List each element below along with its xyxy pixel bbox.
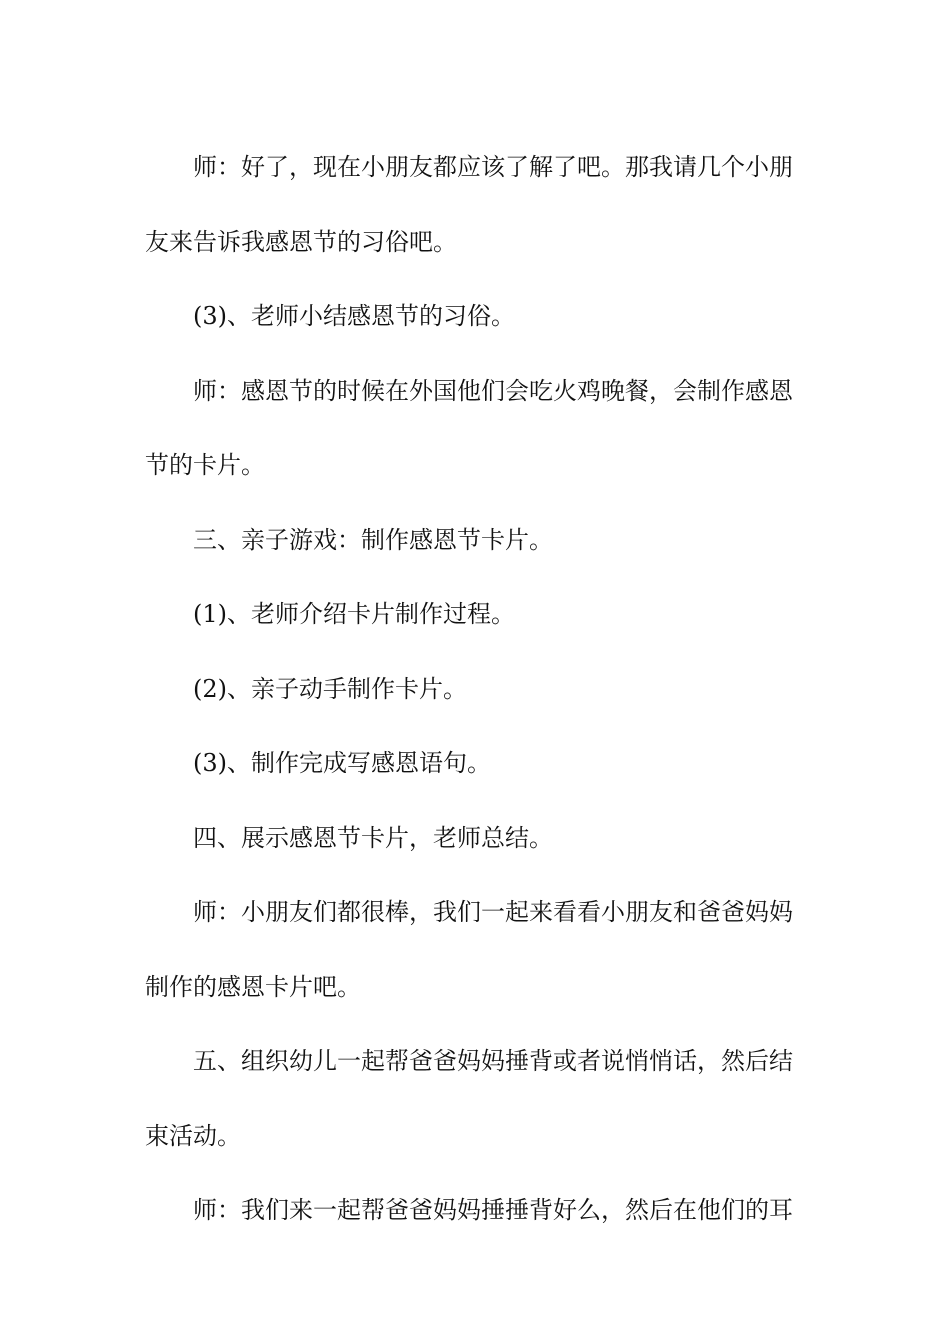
paragraph-8: 四、展示感恩节卡片，老师总结。: [193, 823, 553, 852]
paragraph-3: 师：感恩节的时候在外国他们会吃火鸡晚餐，会制作感恩节的卡片。: [145, 376, 793, 479]
document-body: [145, 130, 810, 1248]
paragraph-7: (3)、制作完成写感恩语句。: [193, 749, 491, 777]
paragraph-2: (3)、老师小结感恩节的习俗。: [193, 302, 515, 330]
paragraph-6: (2)、亲子动手制作卡片。: [193, 674, 467, 703]
paragraph-1: 师：好了，现在小朋友都应该了解了吧。那我请几个小朋友来告诉我感恩节的习俗吧。: [145, 153, 793, 256]
paragraph-9: 师：小朋友们都很棒，我们一起来看看小朋友和爸爸妈妈制作的感恩卡片吧。: [145, 898, 793, 1001]
paragraph-10: 五、组织幼儿一起帮爸爸妈妈捶背或者说悄悄话，然后结束活动。: [145, 1047, 793, 1150]
paragraph-4: 三、亲子游戏：制作感恩节卡片。: [193, 525, 553, 554]
paragraph-5: (1)、老师介绍卡片制作过程。: [193, 600, 515, 628]
paragraph-11: 师：我们来一起帮爸爸妈妈捶捶背好么，然后在他们的耳: [193, 1196, 793, 1224]
